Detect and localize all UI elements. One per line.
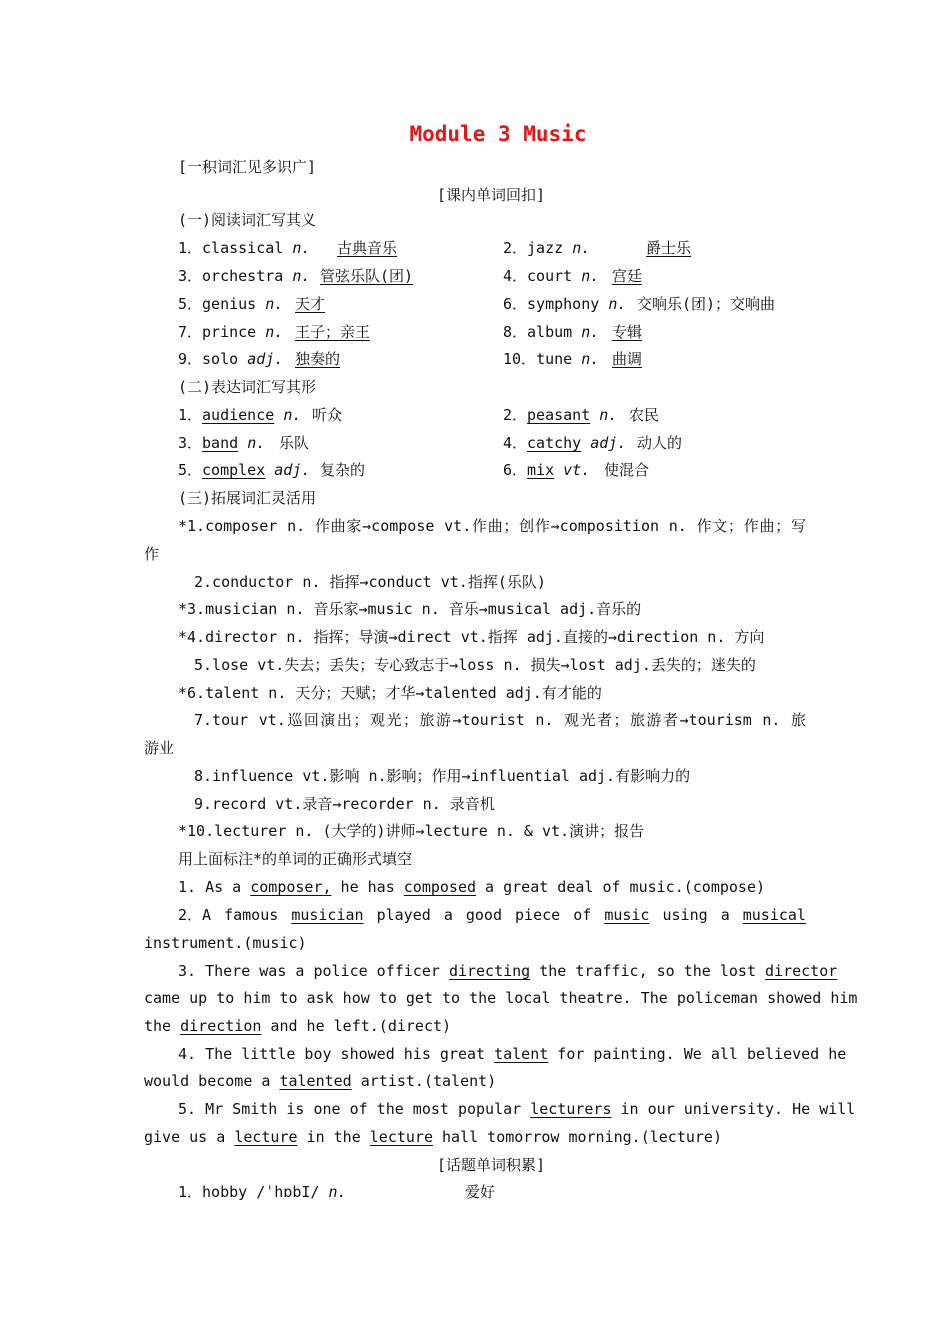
meaning-text: 农民 <box>629 406 660 424</box>
expansion-item: 作 <box>144 545 160 563</box>
fill-sentence: 1. As a composer, he has composed a great deal of music.(compose) <box>178 878 766 896</box>
vocab-item: 1．classical n. <box>178 239 311 257</box>
vocab-item: 2．peasant n. <box>503 406 618 424</box>
answer-text: 古典音乐 <box>337 239 398 257</box>
expansion-item: *4.director n. 指挥；导演→direct vt.指挥 adj.直接的→direction n. 方向 <box>178 628 765 646</box>
answer-text: 专辑 <box>612 323 643 341</box>
vocab-item: 1．audience n. <box>178 406 302 424</box>
fill-sentence: 3. There was a police officer directing the traffic, so the lost director <box>178 962 838 980</box>
answer-text: 爵士乐 <box>646 239 692 257</box>
fill-sentence: would become a talented artist.(talent) <box>144 1072 497 1090</box>
vocab-item: 3．orchestra n. <box>178 267 311 285</box>
fill-sentence: came up to him to ask how to get to the local theatre. The policeman showed him <box>144 989 858 1007</box>
fill-heading: 用上面标注*的单词的正确形式填空 <box>178 850 413 868</box>
vocab-item: 6．mix vt. <box>503 461 591 479</box>
expansion-item: 5.lose vt.失去；丢失；专心致志于→loss n. 损失→lost adj.丢失的；迷失的 <box>194 656 756 674</box>
vocab-item: 7．prince n. <box>178 323 284 341</box>
vocab-item: 4．catchy adj. <box>503 434 627 452</box>
fill-sentence: the direction and he left.(direct) <box>144 1017 452 1035</box>
subsection-heading: [话题单词积累] <box>437 1156 546 1174</box>
meaning-text: 爱好 <box>465 1183 496 1201</box>
fill-sentence: 4. The little boy showed his great talent for painting. We all believed he <box>178 1045 847 1063</box>
vocab-item: 2．jazz n. <box>503 239 591 257</box>
subsection-heading: [课内单词回扣] <box>437 186 546 204</box>
meaning-text: 复杂的 <box>320 461 366 479</box>
part2-heading: (二)表达词汇写其形 <box>178 378 317 396</box>
vocab-item: 5．genius n. <box>178 295 284 313</box>
expansion-item: *6.talent n. 天分；天赋；才华→talented adj.有才能的 <box>178 684 602 702</box>
vocab-item: 5．complex adj. <box>178 461 311 479</box>
answer-text: 天才 <box>295 295 326 313</box>
vocab-item: 3．band n. <box>178 434 266 452</box>
vocab-item: 9．solo adj. <box>178 350 284 368</box>
fill-sentence: give us a lecture in the lecture hall tomorrow morning.(lecture) <box>144 1128 722 1146</box>
answer-text: 独奏的 <box>295 350 341 368</box>
expansion-item: *10.lecturer n. (大学的)讲师→lecture n. & vt.演讲；报告 <box>178 822 645 840</box>
vocab-item: 6．symphony n. <box>503 295 627 313</box>
expansion-item: 2.conductor n. 指挥→conduct vt.指挥(乐队) <box>194 573 546 591</box>
expansion-item: *3.musician n. 音乐家→music n. 音乐→musical adj.音乐的 <box>178 600 642 618</box>
expansion-item: 8.influence vt.影响 n.影响；作用→influential adj.有影响力的 <box>194 767 691 785</box>
fill-sentence: instrument.(music) <box>144 934 307 952</box>
section-heading: [一积词汇见多识广] <box>178 158 317 176</box>
expansion-item: 9.record vt.录音→recorder n. 录音机 <box>194 795 495 813</box>
part3-heading: (三)拓展词汇灵活用 <box>178 489 317 507</box>
answer-text: 王子；亲王 <box>295 323 371 341</box>
answer-text: 宫廷 <box>612 267 643 285</box>
vocab-item: 4．court n. <box>503 267 600 285</box>
meaning-text: 乐队 <box>279 434 310 452</box>
expansion-item: 7.tour vt.巡回演出；观光；旅游→tourist n. 观光者；旅游者→tourism n. 旅 <box>194 711 806 729</box>
page-title: Module 3 Music <box>409 122 587 146</box>
vocab-item: 8．album n. <box>503 323 600 341</box>
meaning-text: 使混合 <box>604 461 650 479</box>
answer-text: 交响乐(团)；交响曲 <box>637 295 776 313</box>
vocab-item: 10．tune n. <box>503 350 600 368</box>
answer-text: 管弦乐队(团) <box>320 267 414 285</box>
expansion-item: 游业 <box>144 739 175 757</box>
fill-sentence: 5. Mr Smith is one of the most popular lecturers in our university. He will <box>178 1100 856 1118</box>
answer-text: 曲调 <box>612 350 643 368</box>
expansion-item: *1.composer n. 作曲家→compose vt.作曲；创作→composition n. 作文；作曲；写 <box>178 517 806 535</box>
meaning-text: 动人的 <box>637 434 683 452</box>
topic-vocab-item: 1．hobby /ˈhɒbI/ n. <box>178 1183 347 1201</box>
fill-sentence: 2．A famous musician played a good piece of music using a musical <box>178 906 806 924</box>
meaning-text: 听众 <box>312 406 343 424</box>
part1-heading: (一)阅读词汇写其义 <box>178 211 317 229</box>
